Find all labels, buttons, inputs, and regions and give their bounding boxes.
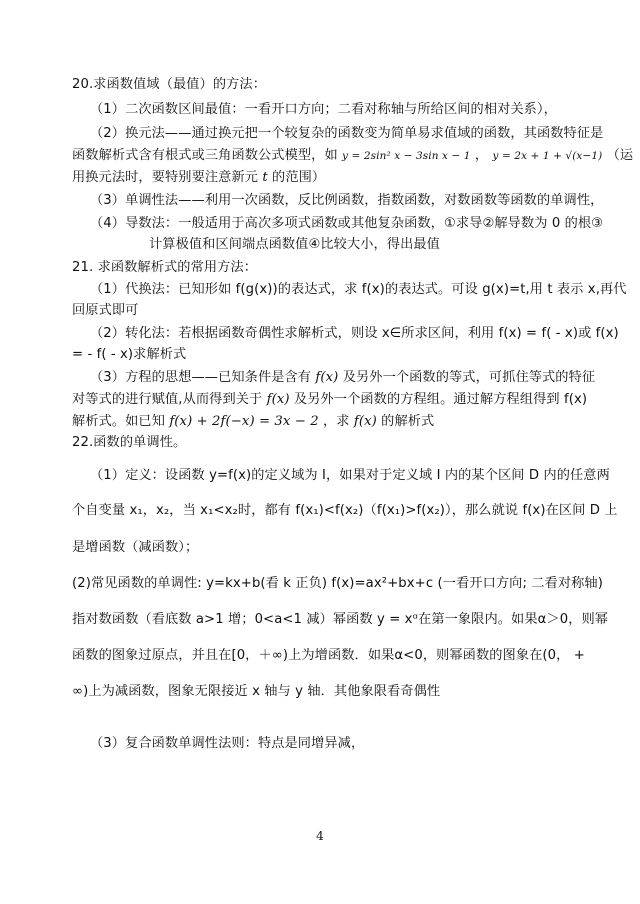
text-line: [72, 413, 572, 431]
text-line: （3）复合函数单调性法则：特点是同增异减，: [90, 736, 365, 751]
text-fragment: （运: [606, 148, 634, 163]
text-line: （2）换元法——通过换元把一个较复杂的函数变为简单易求值域的函数，其函数特征是: [90, 126, 604, 141]
text-line: [72, 147, 634, 165]
text-line: （2）转化法：若根据函数奇偶性求解析式，则设 x∈所求区间，利用 f(x) = f( - x)或 f(x): [90, 326, 619, 341]
text-fragment: ，: [474, 148, 489, 163]
text-fragment: 函数解析式含有根式或三角函数公式模型，如: [72, 148, 338, 163]
text-line: [72, 169, 572, 187]
math-formula: f(x): [315, 370, 339, 385]
page-number: 4: [316, 829, 324, 843]
text-line: [90, 369, 596, 387]
text-fragment: （3）方程的思想——已知条件是含有: [90, 370, 312, 385]
text-fragment: 及另外一个函数的方程组。通过解方程组得到 f(x): [293, 392, 588, 407]
text-line: （1）二次函数区间最值：一看开口方向；二看对称轴与所给区间的相对关系），: [90, 102, 557, 117]
section-20-heading: 20.求函数值域（最值）的方法：: [72, 77, 267, 92]
text-fragment: 用换元法时，要特别要注意新元: [72, 170, 259, 185]
text-line: 是增函数（减函数）；: [72, 540, 199, 555]
text-fragment: 对等式的进行赋值,从而得到关于: [72, 392, 263, 407]
math-formula: y = 2x + 1 + √(x−1): [492, 150, 603, 162]
math-formula: f(x) + 2f(−x) = 3x − 2: [169, 414, 319, 429]
text-line: 指对数函数（看底数 a>1 增；0<a<1 减）幂函数 y = xᵅ在第一象限内。如果α＞0，则幂: [72, 612, 609, 627]
math-formula: f(x): [266, 392, 290, 407]
text-line: （1）代换法：已知形如 f(g(x))的表达式，求 f(x)的表达式。可设 g(x)=t,用 t 表示 x,再代: [90, 282, 627, 297]
text-fragment: 及另外一个函数的等式，可抓住等式的特征: [342, 370, 596, 385]
text-line: （3）单调性法——利用一次函数，反比例函数，指数函数，对数函数等函数的单调性，: [90, 193, 604, 208]
text-fragment: 解析式。如已知: [72, 414, 166, 429]
text-line: ∞)上为减函数，图象无限接近 x 轴与 y 轴．其他象限看奇偶性: [72, 684, 441, 699]
text-line: 个自变量 x₁，x₂，当 x₁<x₂时，都有 f(x₁)<f(x₂)（f(x₁)>f(x₂)），那么就说 f(x)在区间 D 上: [72, 503, 618, 518]
text-line: 函数的图象过原点，并且在[0，＋∞)上为增函数．如果α<0，则幂函数的图象在(0， +: [72, 648, 585, 663]
section-21-heading: 21. 求函数解析式的常用方法：: [72, 260, 258, 275]
text-fragment: 的范围）: [272, 170, 326, 185]
text-line: （1）定义：设函数 y=f(x)的定义域为 I，如果对于定义域 I 内的某个区间 D 内的任意两: [90, 468, 610, 483]
text-line: (2)常见函数的单调性: y=kx+b(看 k 正负) f(x)=ax²+bx+c (一看开口方向; 二看对称轴): [72, 576, 603, 591]
text-line: = - f( - x)求解析式: [72, 347, 187, 362]
text-line: 计算极值和区间端点函数值④比较大小，得出最值: [149, 237, 440, 252]
math-formula: f(x): [353, 414, 377, 429]
math-formula: y = 2sin² x − 3sin x − 1: [342, 150, 471, 162]
text-line: （4）导数法：一般适用于高次多项式函数或其他复杂函数，①求导②解导数为 0 的根③: [90, 216, 604, 231]
text-line: [72, 391, 588, 409]
text-fragment: ，求: [322, 414, 350, 429]
text-line: 回原式即可: [72, 303, 139, 318]
section-22-heading: 22.函数的单调性。: [72, 435, 187, 450]
text-fragment: 的解析式: [381, 414, 435, 429]
math-variable: t: [262, 170, 268, 185]
